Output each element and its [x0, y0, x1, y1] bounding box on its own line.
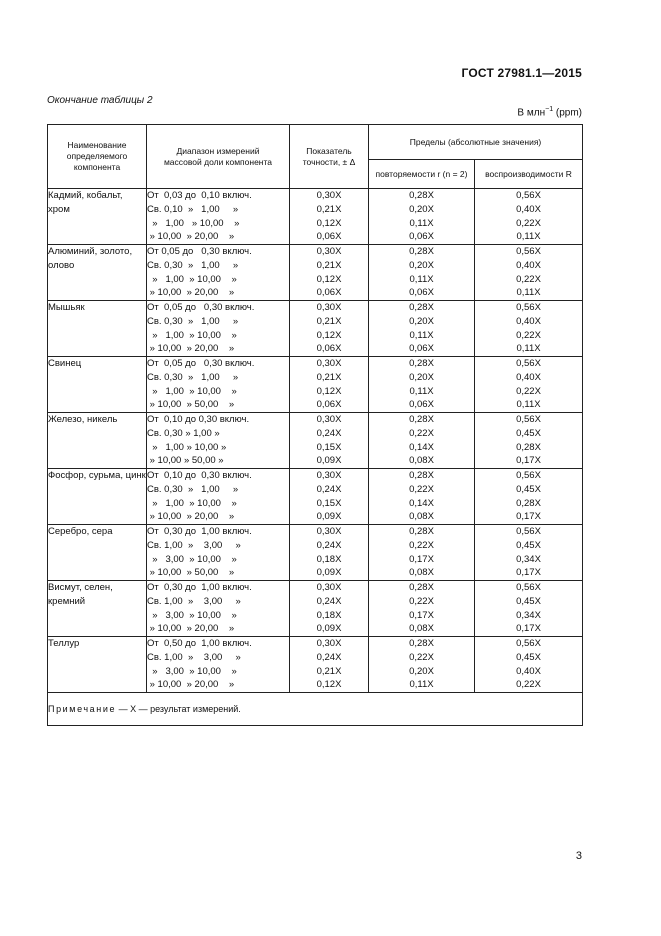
range-value: » 1,00 » 10,00 »: [147, 273, 237, 285]
accuracy-value: 0,24X: [316, 427, 342, 439]
range-value: » 3,00 » 10,00 »: [147, 609, 237, 621]
accuracy-value: 0,06X: [316, 287, 342, 299]
range-value: От 0,05 до 0,30 включ.: [147, 246, 252, 257]
reproducibility-values-cell: [475, 637, 583, 693]
range-values-cell: [147, 189, 290, 245]
repeatability-value: 0,06X: [409, 399, 434, 411]
accuracy-value: 0,09X: [316, 567, 342, 579]
repeatability-value: 0,20X: [409, 665, 434, 677]
accuracy-value: 0,12X: [316, 217, 342, 229]
reproducibility-value: 0,28X: [516, 497, 541, 509]
component-name: Мышьяк: [48, 301, 147, 357]
accuracy-value: 0,30X: [316, 302, 342, 313]
repeatability-values-cell: [369, 413, 475, 469]
reproducibility-value: 0,45X: [516, 651, 541, 663]
repeatability-value: 0,28X: [409, 246, 434, 257]
repeatability-value: 0,22X: [409, 539, 434, 551]
header-repeatability: повторяемости r (n = 2): [369, 160, 475, 189]
accuracy-value: 0,09X: [316, 623, 342, 635]
table-row: [48, 637, 583, 693]
range-value: Св. 0,30 » 1,00 »: [147, 483, 239, 495]
repeatability-values-cell: [369, 581, 475, 637]
reproducibility-value: 0,11X: [516, 287, 541, 299]
reproducibility-value: 0,28X: [516, 441, 541, 453]
range-value: Св. 0,30 » 1,00 »: [147, 427, 220, 439]
repeatability-value: 0,11X: [409, 217, 434, 229]
repeatability-value: 0,28X: [409, 526, 434, 537]
range-value: » 3,00 » 10,00 »: [147, 665, 237, 677]
accuracy-value: 0,12X: [316, 385, 342, 397]
reproducibility-value: 0,56X: [516, 414, 541, 425]
reproducibility-value: 0,56X: [516, 582, 541, 593]
repeatability-value: 0,28X: [409, 302, 434, 313]
reproducibility-value: 0,40X: [516, 203, 541, 215]
range-value: » 10,00 » 20,00 »: [147, 679, 235, 691]
repeatability-value: 0,20X: [409, 315, 434, 327]
table-row: [48, 525, 583, 581]
range-value: » 10,00 » 50,00 »: [147, 399, 235, 411]
range-value: » 10,00 » 50,00 »: [147, 455, 224, 467]
units-label: [517, 106, 582, 118]
range-value: » 1,00 » 10,00 »: [147, 385, 237, 397]
accuracy-value: 0,30X: [316, 414, 342, 425]
range-value: » 10,00 » 50,00 »: [147, 567, 235, 579]
repeatability-values-cell: [369, 637, 475, 693]
accuracy-value: 0,21X: [316, 203, 342, 215]
range-values-cell: [147, 525, 290, 581]
results-table: [47, 124, 583, 726]
reproducibility-values-cell: [475, 469, 583, 525]
reproducibility-value: 0,56X: [516, 470, 541, 481]
accuracy-value: 0,21X: [316, 259, 342, 271]
reproducibility-values-cell: [475, 413, 583, 469]
repeatability-values-cell: [369, 301, 475, 357]
range-value: » 10,00 » 20,00 »: [147, 287, 235, 299]
component-name: Теллур: [48, 637, 147, 693]
units-prefix: В млн: [517, 107, 546, 119]
repeatability-value: 0,28X: [409, 414, 434, 425]
range-values-cell: [147, 301, 290, 357]
header-accuracy: Показатель точности, ± Δ: [290, 125, 369, 189]
reproducibility-value: 0,22X: [516, 679, 541, 691]
accuracy-value: 0,24X: [316, 483, 342, 495]
repeatability-value: 0,28X: [409, 470, 434, 481]
accuracy-values-cell: [290, 581, 369, 637]
range-value: » 10,00 » 20,00 »: [147, 623, 235, 635]
range-value: Св. 1,00 » 3,00 »: [147, 595, 241, 607]
component-name: Серебро, сера: [48, 525, 147, 581]
table-row: [48, 357, 583, 413]
range-value: Св. 0,30 » 1,00 »: [147, 259, 239, 271]
accuracy-value: 0,30X: [316, 638, 342, 649]
accuracy-values-cell: [290, 469, 369, 525]
range-value: От 0,05 до 0,30 включ.: [147, 302, 255, 313]
accuracy-value: 0,06X: [316, 399, 342, 411]
accuracy-values-cell: [290, 413, 369, 469]
accuracy-values-cell: [290, 189, 369, 245]
header-name: Наименование определяемого компонента: [48, 125, 147, 189]
repeatability-values-cell: [369, 525, 475, 581]
repeatability-value: 0,22X: [409, 427, 434, 439]
reproducibility-value: 0,45X: [516, 483, 541, 495]
repeatability-value: 0,11X: [409, 385, 434, 397]
repeatability-value: 0,06X: [409, 231, 434, 243]
repeatability-value: 0,08X: [409, 511, 434, 523]
header-limits: Пределы (абсолютные значения): [369, 125, 583, 160]
table-body: [48, 189, 583, 693]
accuracy-values-cell: [290, 357, 369, 413]
reproducibility-value: 0,34X: [516, 609, 541, 621]
repeatability-value: 0,08X: [409, 623, 434, 635]
accuracy-value: 0,30X: [316, 246, 342, 257]
repeatability-value: 0,20X: [409, 203, 434, 215]
range-value: От 0,10 до 0,30 включ.: [147, 414, 250, 425]
reproducibility-values-cell: [475, 525, 583, 581]
reproducibility-values-cell: [475, 357, 583, 413]
reproducibility-value: 0,17X: [516, 567, 541, 579]
accuracy-value: 0,30X: [316, 358, 342, 369]
repeatability-value: 0,28X: [409, 358, 434, 369]
table-row: [48, 301, 583, 357]
repeatability-values-cell: [369, 357, 475, 413]
reproducibility-value: 0,56X: [516, 246, 541, 257]
reproducibility-value: 0,11X: [516, 231, 541, 243]
accuracy-values-cell: [290, 245, 369, 301]
repeatability-value: 0,06X: [409, 343, 434, 355]
range-value: » 10,00 » 20,00 »: [147, 511, 235, 523]
component-name: Кадмий, кобальт, хром: [48, 189, 147, 245]
reproducibility-values-cell: [475, 245, 583, 301]
accuracy-value: 0,24X: [316, 539, 342, 551]
range-value: От 0,03 до 0,10 включ.: [147, 190, 252, 201]
reproducibility-value: 0,45X: [516, 595, 541, 607]
accuracy-values-cell: [290, 301, 369, 357]
reproducibility-values-cell: [475, 301, 583, 357]
repeatability-values-cell: [369, 469, 475, 525]
reproducibility-values-cell: [475, 189, 583, 245]
table-row: [48, 189, 583, 245]
reproducibility-value: 0,22X: [516, 217, 541, 229]
header-range: Диапазон измерений массовой доли компонента: [147, 125, 290, 189]
reproducibility-value: 0,11X: [516, 399, 541, 411]
repeatability-value: 0,20X: [409, 371, 434, 383]
reproducibility-value: 0,40X: [516, 665, 541, 677]
reproducibility-value: 0,56X: [516, 526, 541, 537]
repeatability-values-cell: [369, 189, 475, 245]
repeatability-value: 0,22X: [409, 651, 434, 663]
component-name: Железо, никель: [48, 413, 147, 469]
range-value: Св. 0,30 » 1,00 »: [147, 371, 239, 383]
reproducibility-value: 0,56X: [516, 190, 541, 201]
range-value: От 0,30 до 1,00 включ.: [147, 526, 252, 537]
accuracy-value: 0,21X: [316, 665, 342, 677]
range-value: » 1,00 » 10,00 »: [147, 329, 237, 341]
accuracy-values-cell: [290, 637, 369, 693]
repeatability-value: 0,11X: [409, 679, 434, 691]
range-value: Св. 0,10 » 1,00 »: [147, 203, 239, 215]
table-row: [48, 413, 583, 469]
note-label: Примечание: [48, 704, 117, 714]
range-value: От 0,10 до 0,30 включ.: [147, 470, 252, 481]
range-values-cell: [147, 469, 290, 525]
range-value: » 10,00 » 20,00 »: [147, 343, 235, 355]
accuracy-value: 0,12X: [316, 679, 342, 691]
accuracy-value: 0,09X: [316, 455, 342, 467]
range-value: » 10,00 » 20,00 »: [147, 231, 235, 243]
accuracy-value: 0,15X: [316, 441, 342, 453]
table-header: [48, 125, 583, 189]
accuracy-value: 0,06X: [316, 343, 342, 355]
reproducibility-value: 0,11X: [516, 343, 541, 355]
component-name: Свинец: [48, 357, 147, 413]
component-name: Фосфор, сурьма, цинк: [48, 469, 147, 525]
reproducibility-values-cell: [475, 581, 583, 637]
repeatability-value: 0,06X: [409, 287, 434, 299]
accuracy-value: 0,24X: [316, 651, 342, 663]
accuracy-values-cell: [290, 525, 369, 581]
accuracy-value: 0,18X: [316, 609, 342, 621]
reproducibility-value: 0,40X: [516, 371, 541, 383]
header-reproducibility: воспроизводимости R: [475, 160, 583, 189]
range-value: » 3,00 » 10,00 »: [147, 553, 237, 565]
repeatability-values-cell: [369, 245, 475, 301]
units-exponent: −1: [545, 106, 554, 113]
accuracy-value: 0,12X: [316, 329, 342, 341]
accuracy-value: 0,30X: [316, 190, 342, 201]
reproducibility-value: 0,56X: [516, 638, 541, 649]
range-value: » 1,00 » 10,00 »: [147, 441, 227, 453]
repeatability-value: 0,17X: [409, 553, 434, 565]
component-name: Висмут, селен, кремний: [48, 581, 147, 637]
range-value: От 0,50 до 1,00 включ.: [147, 638, 252, 649]
reproducibility-value: 0,17X: [516, 511, 541, 523]
range-value: Св. 1,00 » 3,00 »: [147, 651, 241, 663]
range-value: » 1,00 » 10,00 »: [147, 497, 237, 509]
table-row: [48, 245, 583, 301]
reproducibility-value: 0,40X: [516, 259, 541, 271]
reproducibility-value: 0,40X: [516, 315, 541, 327]
reproducibility-value: 0,45X: [516, 427, 541, 439]
page-number: 3: [575, 850, 582, 862]
accuracy-value: 0,21X: [316, 371, 342, 383]
units-suffix: (ppm): [553, 107, 582, 119]
accuracy-value: 0,06X: [316, 231, 342, 243]
standard-number: ГОСТ 27981.1—2015: [461, 66, 582, 80]
reproducibility-value: 0,34X: [516, 553, 541, 565]
reproducibility-value: 0,56X: [516, 358, 541, 369]
range-values-cell: [147, 413, 290, 469]
repeatability-value: 0,28X: [409, 638, 434, 649]
range-values-cell: [147, 357, 290, 413]
repeatability-value: 0,22X: [409, 483, 434, 495]
range-value: Св. 1,00 » 3,00 »: [147, 539, 241, 551]
reproducibility-value: 0,22X: [516, 385, 541, 397]
accuracy-value: 0,30X: [316, 582, 342, 593]
accuracy-value: 0,12X: [316, 273, 342, 285]
table-row: [48, 581, 583, 637]
accuracy-value: 0,18X: [316, 553, 342, 565]
range-value: » 1,00 » 10,00 »: [147, 217, 240, 229]
repeatability-value: 0,17X: [409, 609, 434, 621]
repeatability-value: 0,08X: [409, 567, 434, 579]
note-text: — X — результат измерений.: [116, 704, 241, 714]
table-caption: Окончание таблицы 2: [47, 95, 153, 106]
accuracy-value: 0,24X: [316, 595, 342, 607]
repeatability-value: 0,28X: [409, 190, 434, 201]
reproducibility-value: 0,56X: [516, 302, 541, 313]
table-note: [48, 693, 583, 726]
accuracy-value: 0,15X: [316, 497, 342, 509]
repeatability-value: 0,14X: [409, 497, 434, 509]
range-values-cell: [147, 245, 290, 301]
repeatability-value: 0,28X: [409, 582, 434, 593]
range-value: Св. 0,30 » 1,00 »: [147, 315, 239, 327]
accuracy-value: 0,30X: [316, 470, 342, 481]
range-value: От 0,05 до 0,30 включ.: [147, 358, 255, 369]
accuracy-value: 0,09X: [316, 511, 342, 523]
accuracy-value: 0,21X: [316, 315, 342, 327]
repeatability-value: 0,20X: [409, 259, 434, 271]
accuracy-value: 0,30X: [316, 526, 342, 537]
reproducibility-value: 0,22X: [516, 329, 541, 341]
reproducibility-value: 0,17X: [516, 455, 541, 467]
range-values-cell: [147, 637, 290, 693]
range-values-cell: [147, 581, 290, 637]
table-row: [48, 469, 583, 525]
reproducibility-value: 0,17X: [516, 623, 541, 635]
repeatability-value: 0,08X: [409, 455, 434, 467]
repeatability-value: 0,14X: [409, 441, 434, 453]
reproducibility-value: 0,45X: [516, 539, 541, 551]
component-name: Алюминий, золото, олово: [48, 245, 147, 301]
repeatability-value: 0,11X: [409, 273, 434, 285]
reproducibility-value: 0,22X: [516, 273, 541, 285]
repeatability-value: 0,11X: [409, 329, 434, 341]
range-value: От 0,30 до 1,00 включ.: [147, 582, 252, 593]
repeatability-value: 0,22X: [409, 595, 434, 607]
